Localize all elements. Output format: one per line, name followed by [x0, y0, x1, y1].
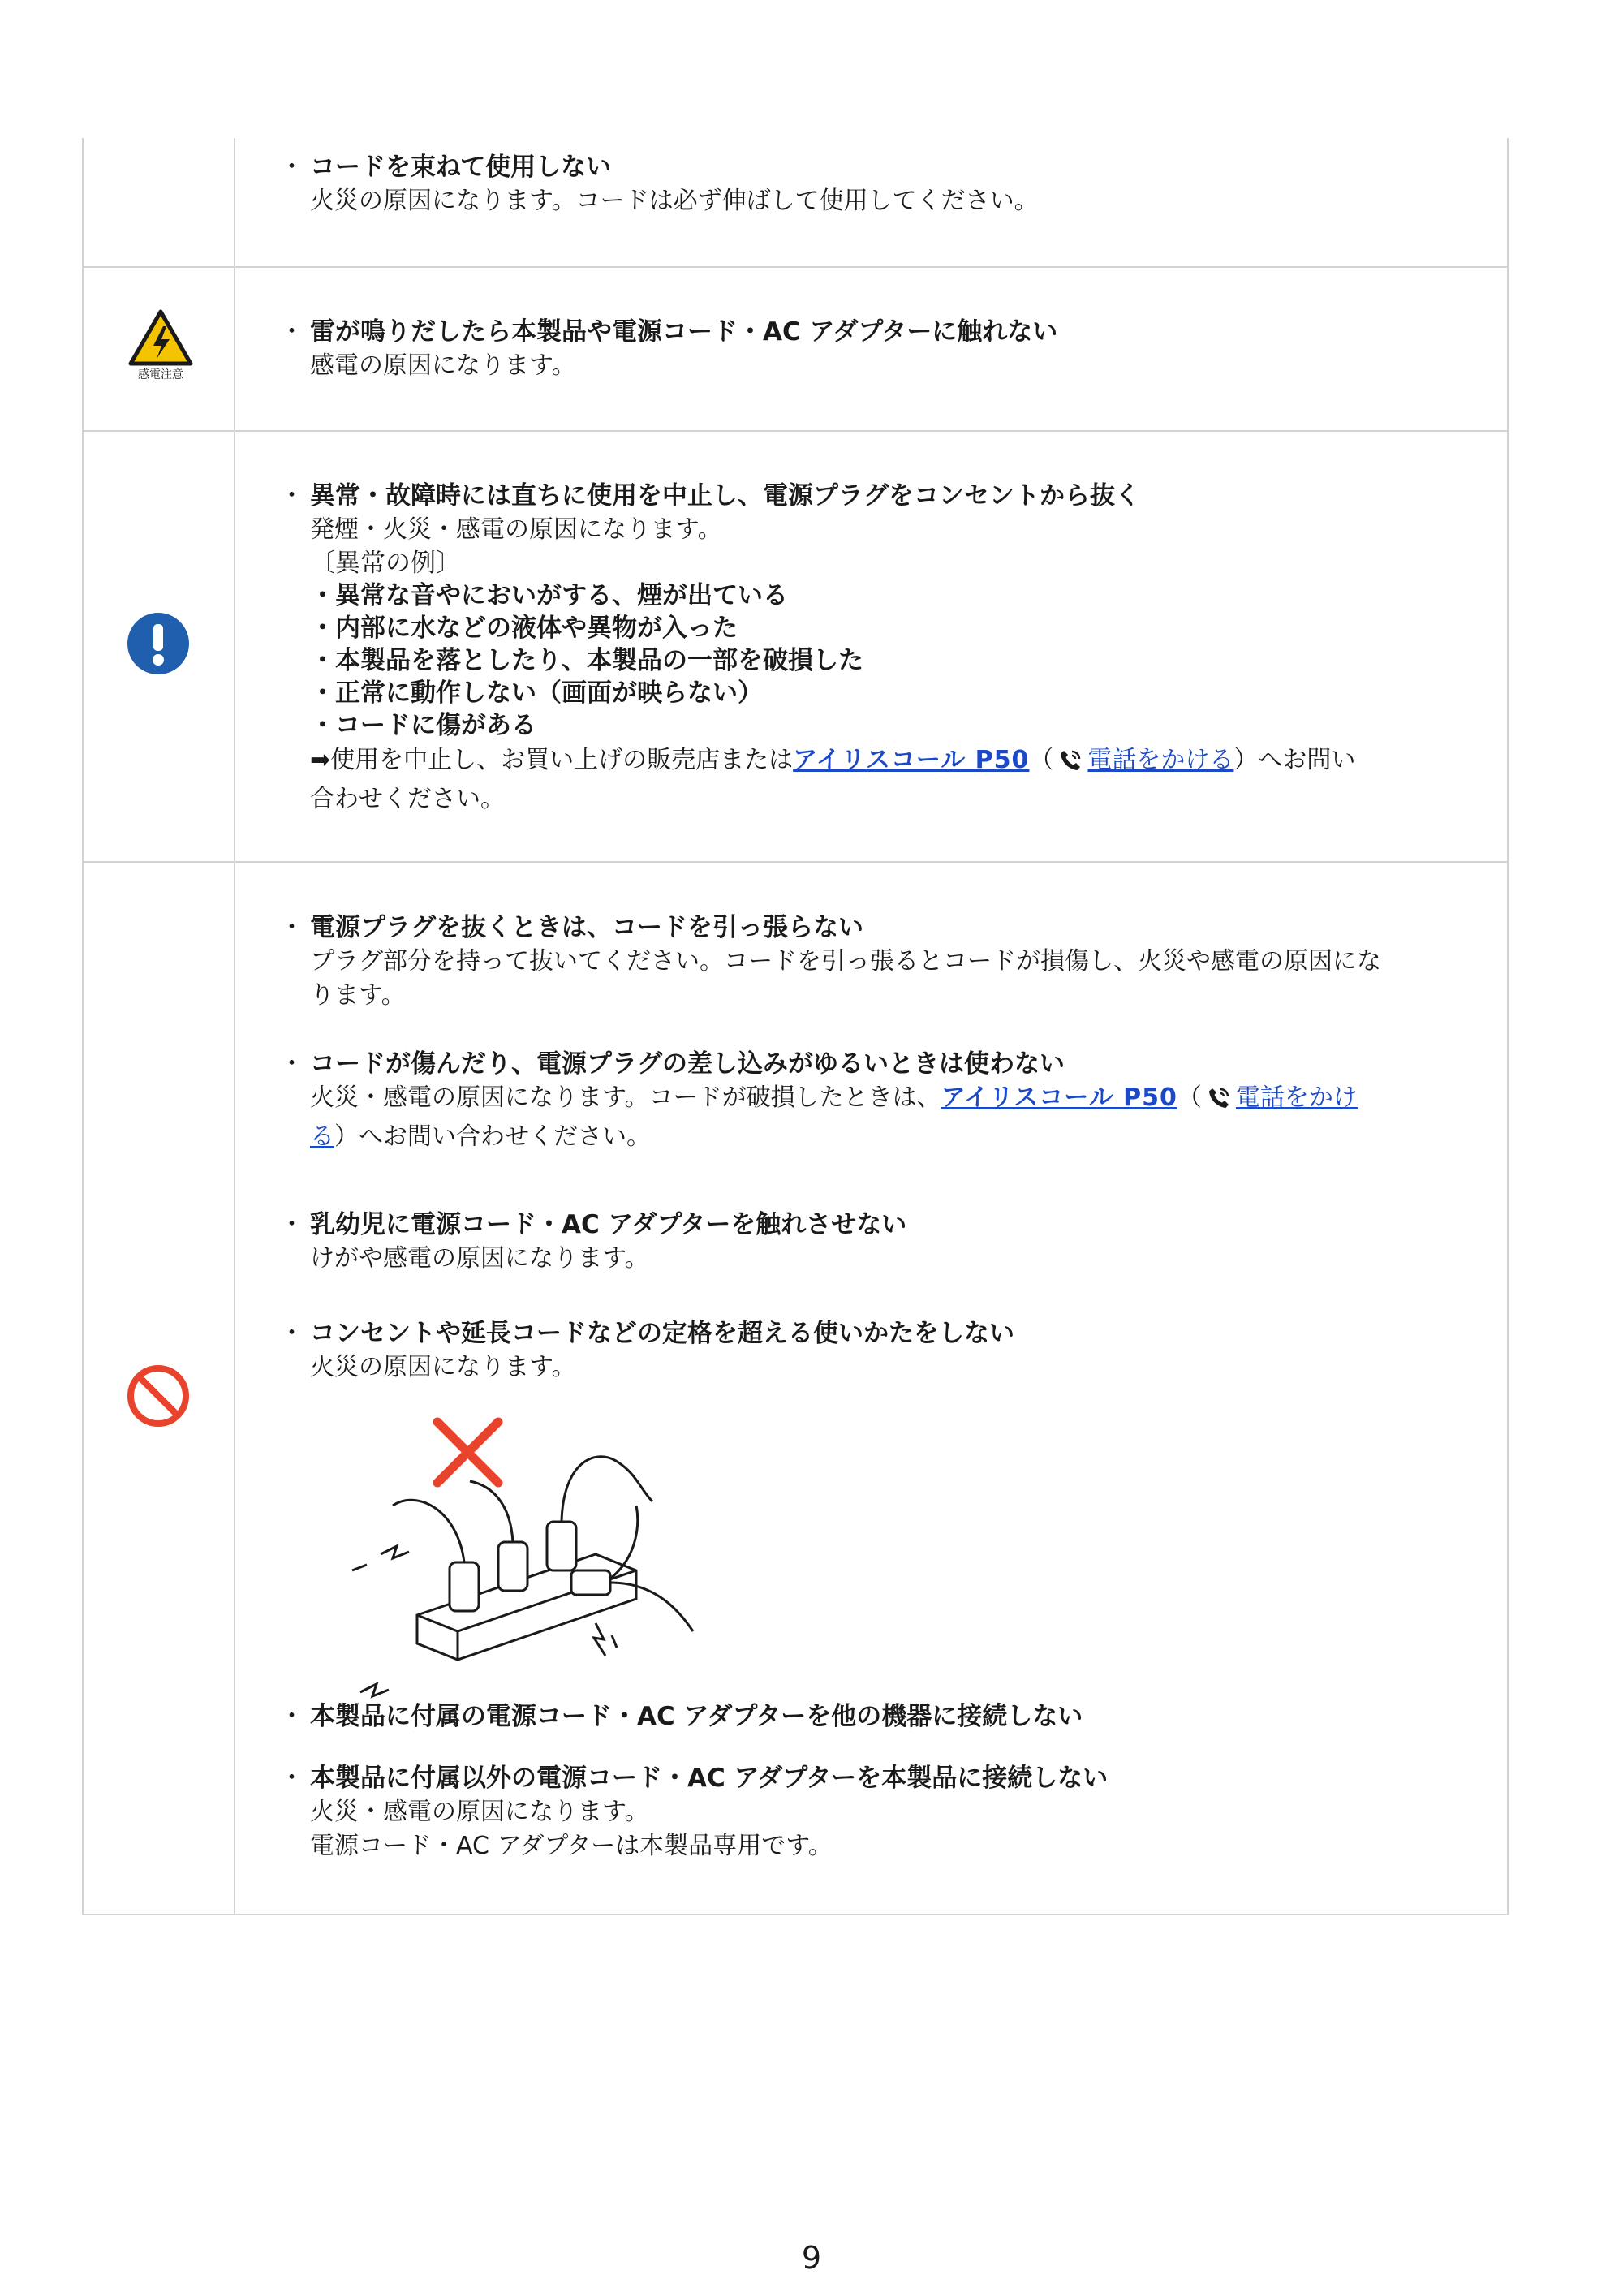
bullet: ・: [279, 1319, 304, 1348]
row-divider: [84, 430, 1507, 432]
iris-call-link[interactable]: アイリスコール P50: [941, 1083, 1177, 1112]
row-divider: [84, 861, 1507, 863]
item-heading: 電源プラグを抜くときは、コードを引っ張らない: [310, 913, 863, 942]
bullet: ・: [279, 317, 304, 347]
list-item: [279, 150, 1480, 218]
bullet: ・: [279, 1210, 304, 1239]
contact-line-cont: 合わせください。: [310, 785, 505, 813]
contact-line: [310, 1081, 1480, 1120]
item-description: 電源コード・AC アダプターは本製品専用です。: [310, 1832, 833, 1860]
call-link[interactable]: 電話をかけ: [1235, 1083, 1358, 1112]
iris-call-link[interactable]: アイリスコール P50: [793, 746, 1030, 774]
item-description: 感電の原因になります。: [310, 351, 576, 380]
bullet: ・: [279, 153, 304, 182]
item-description: プラグ部分を持って抜いてください。コードを引っ張るとコードが損傷し、火災や感電の原因にな: [310, 947, 1381, 976]
item-heading: 本製品に付属以外の電源コード・AC アダプターを本製品に接続しない: [310, 1764, 1109, 1793]
list-item: [279, 1761, 1480, 1863]
list-item: [279, 1316, 1480, 1385]
example-item: ・正常に動作しない（画面が映らない）: [310, 678, 763, 708]
list-item: [279, 315, 1480, 383]
safety-table: [82, 138, 1509, 1915]
item-description: 火災の原因になります。コードは必ず伸ばして使用してください。: [310, 187, 1039, 215]
item-heading: 雷が鳴りだしたら本製品や電源コード・AC アダプターに触れない: [310, 317, 1058, 347]
item-heading: コンセントや延長コードなどの定格を超える使いかたをしない: [310, 1319, 1014, 1348]
bullet: ・: [279, 913, 304, 942]
list-item: [279, 1699, 1480, 1734]
contact-line: [310, 743, 1480, 782]
item-description: 火災・感電の原因になります。コードが破損したときは、: [310, 1083, 941, 1112]
item-description: けがや感電の原因になります。: [310, 1244, 649, 1273]
row-divider: [84, 266, 1507, 268]
item-heading: コードを束ねて使用しない: [310, 153, 612, 182]
examples-title: 〔異常の例〕: [310, 549, 461, 578]
phone-icon: [1058, 748, 1083, 782]
example-item: ・コードに傷がある: [310, 711, 536, 740]
mandatory-action-icon: [126, 611, 191, 676]
list-item: [279, 1047, 1480, 1154]
item-heading: 乳幼児に電源コード・AC アダプターを触れさせない: [310, 1210, 907, 1239]
item-heading: コードが傷んだり、電源プラグの差し込みがゆるいときは使わない: [310, 1049, 1065, 1079]
icon-caption: 感電注意: [138, 368, 183, 381]
bullet: ・: [279, 1702, 304, 1731]
call-link[interactable]: 電話をかける: [1087, 746, 1234, 774]
list-item: [279, 911, 1480, 1013]
contact-suffix: ）へお問い合わせください。: [334, 1122, 651, 1151]
item-description: 火災・感電の原因になります。: [310, 1798, 649, 1826]
bullet: ・: [279, 1764, 304, 1793]
item-description: ります。: [310, 981, 406, 1010]
electric-shock-warning-icon: [124, 308, 197, 381]
item-description: 火災の原因になります。: [310, 1353, 576, 1381]
call-link-cont[interactable]: る: [310, 1122, 334, 1151]
example-item: ・異常な音やにおいがする、煙が出ている: [310, 581, 788, 610]
paren-open: （: [1177, 1083, 1202, 1112]
contact-prefix: ➡使用を中止し、お買い上げの販売店または: [310, 746, 794, 774]
column-divider: [234, 138, 235, 1914]
example-item: ・内部に水などの液体や異物が入った: [310, 614, 738, 643]
contact-suffix: ）へお問い: [1233, 746, 1356, 774]
item-description: 発煙・火災・感電の原因になります。: [310, 515, 722, 544]
bullet: ・: [279, 481, 304, 510]
list-item: [279, 1208, 1480, 1276]
phone-icon: [1207, 1086, 1231, 1120]
bullet: ・: [279, 1049, 304, 1079]
page-number: 9: [801, 2240, 822, 2276]
paren-open: （: [1029, 746, 1054, 774]
example-item: ・本製品を落としたり、本製品の一部を破損した: [310, 646, 863, 675]
contact-line-cont: [310, 1120, 1480, 1154]
item-heading: 本製品に付属の電源コード・AC アダプターを他の機器に接続しない: [310, 1702, 1083, 1731]
prohibition-icon: [126, 1363, 191, 1428]
list-item: [279, 479, 1480, 816]
item-heading: 異常・故障時には直ちに使用を中止し、電源プラグをコンセントから抜く: [310, 481, 1140, 510]
